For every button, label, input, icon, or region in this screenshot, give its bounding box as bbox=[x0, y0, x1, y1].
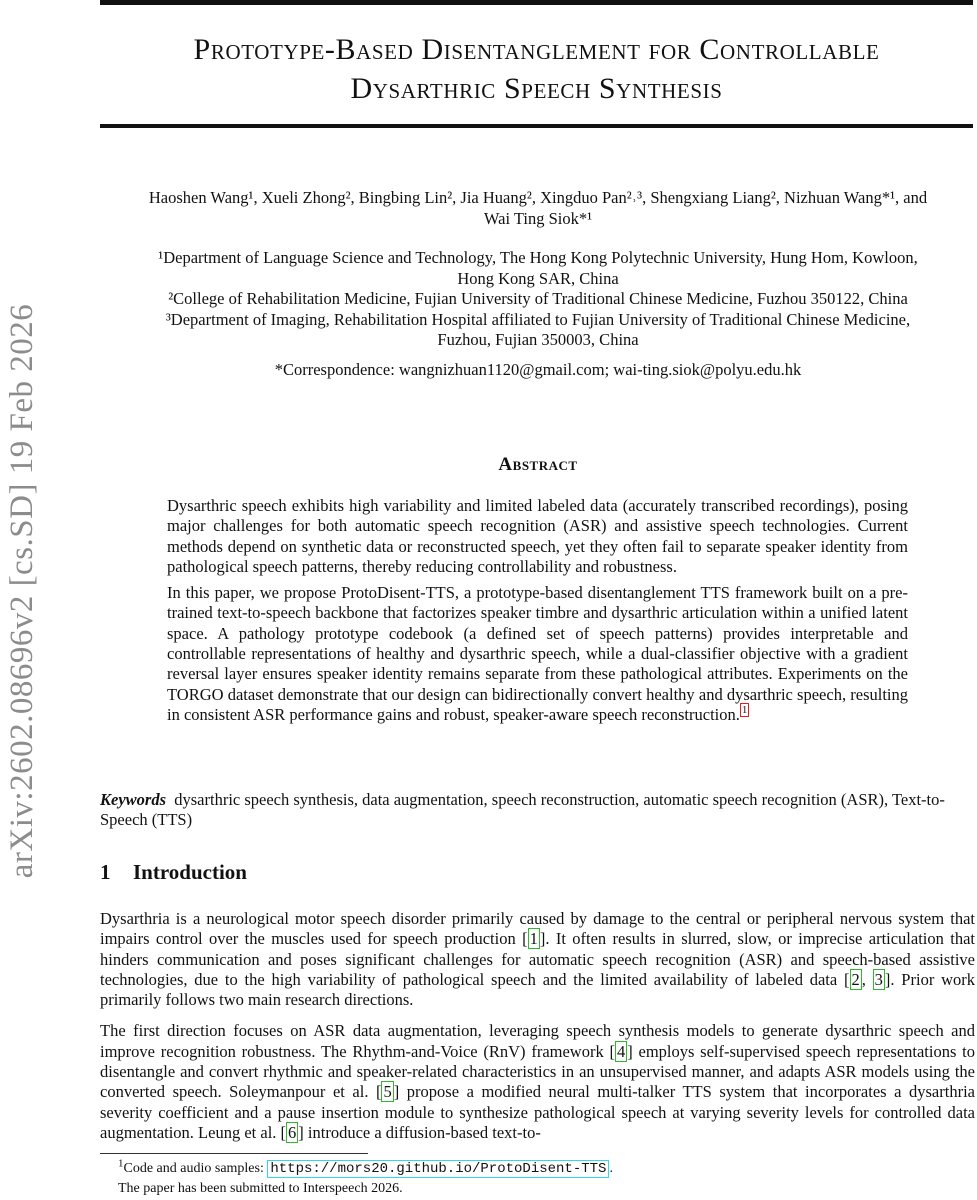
affiliation-1-line-1: ¹Department of Language Science and Technology, The Hong Kong Polytechnic University, Hung Hom, Kowloon, bbox=[158, 248, 918, 267]
intro-p2-text-c: ] propose a modified neural multi-talker TTS system that incorporates a dysarthria severity coefficient and a pause insertion module to synthesize pathological speech at varying severity levels for controlled data augmentation. Leung et al. [ bbox=[100, 1082, 975, 1142]
intro-paragraph-1 bbox=[100, 909, 975, 1010]
section-title: Introduction bbox=[133, 860, 247, 884]
footnote-1 bbox=[118, 1157, 613, 1178]
section-number: 1 bbox=[100, 860, 111, 884]
footnote-1-text: Code and audio samples: bbox=[123, 1161, 268, 1176]
citation-6[interactable]: 6 bbox=[288, 1122, 297, 1142]
author-list bbox=[100, 188, 976, 229]
intro-p1-text-a: Dysarthria is a neurological motor speech disorder primarily caused by damage to the central or peripheral nervous system that impairs control over the muscles used for speech production [ bbox=[100, 909, 975, 949]
abstract-heading: Abstract bbox=[498, 454, 578, 475]
title-top-rule bbox=[100, 0, 973, 5]
correspondence: *Correspondence: wangnizhuan1120@gmail.com; wai-ting.siok@polyu.edu.hk bbox=[274, 360, 802, 379]
title-line-2: Dysarthric Speech Synthesis bbox=[350, 72, 723, 105]
keywords-text: dysarthric speech synthesis, data augmentation, speech reconstruction, automatic speech recognition (ASR), Text-to-Speech (TTS) bbox=[100, 790, 945, 830]
intro-p1-text-c: ]. Prior work primarily follows two main research directions. bbox=[100, 969, 975, 1010]
intro-p1-sep: , bbox=[861, 969, 873, 989]
affiliation-1-line-2: Hong Kong SAR, China bbox=[457, 268, 619, 288]
footnote-1-mark: 1 bbox=[118, 1157, 124, 1170]
affiliation-2: ²College of Rehabilitation Medicine, Fujian University of Traditional Chinese Medicine, Fuzhou 350122, China bbox=[168, 289, 908, 308]
keywords-label: Keywords bbox=[100, 790, 166, 809]
section-heading-introduction bbox=[100, 860, 247, 885]
abstract-paragraph-2-text: In this paper, we propose ProtoDisent-TTS, a prototype-based disentanglement TTS framework built on a pre-trained text-to-speech backbone that factorizes speaker timbre and dysarthric articulation within a unified latent space. A pathology prototype codebook (a defined set of speech patterns) provides interpretable and controllable representations of healthy and dysarthric speech, while a dual-classifier objective with a gradient reversal layer ensures speaker identity remains separate from these pathological attributes. Experiments on the TORGO dataset demonstrate that our design can bidirectionally convert healthy and dysarthric speech, resulting in consistent ASR performance gains and robust, speaker-aware speech reconstruction. bbox=[167, 583, 908, 724]
intro-p1-text-b: ]. It often results in slurred, slow, or imprecise articulation that hinders communication and poses significant challenges for automatic speech recognition (ASR) and speech-based assistive technologies, due to the high variability of pathological speech and the limited availability of labeled data [ bbox=[100, 929, 975, 989]
abstract-paragraph-2 bbox=[167, 583, 908, 725]
intro-p2-text-a: The first direction focuses on ASR data augmentation, leveraging speech synthesis models to generate dysarthric speech and improve recognition robustness. The Rhythm-and-Voice (RnV) framework [ bbox=[100, 1021, 975, 1061]
submission-note: The paper has been submitted to Interspeech 2026. bbox=[118, 1181, 403, 1196]
abstract-paragraph-1: Dysarthric speech exhibits high variability and limited labeled data (accurately transcribed recordings), posing major challenges for both automatic speech recognition (ASR) and assistive speech technologies. Current methods depend on synthetic data or reconstructed speech, yet they often fail to separate speaker identity from pathological speech patterns, thereby reducing controllability and robustness. bbox=[167, 496, 908, 576]
affiliation-3-line-2: Fuzhou, Fujian 350003, China bbox=[437, 330, 639, 349]
citation-1[interactable]: 1 bbox=[529, 929, 538, 949]
citation-4[interactable]: 4 bbox=[616, 1041, 626, 1061]
keywords bbox=[100, 790, 975, 831]
code-url-link[interactable]: https://mors20.github.io/ProtoDisent-TTS bbox=[267, 1160, 609, 1178]
footnote-1-end: . bbox=[609, 1161, 613, 1176]
affiliations bbox=[100, 248, 976, 351]
paper-title bbox=[100, 30, 973, 108]
affiliation-3-line-1: ³Department of Imaging, Rehabilitation Hospital affiliated to Fujian University of Traditional Chinese Medicine, bbox=[165, 309, 911, 329]
footnote-rule bbox=[100, 1153, 368, 1154]
intro-p2-text-d: ] introduce a diffusion-based text-to- bbox=[298, 1122, 541, 1142]
intro-p2-text-b: ] employs self-supervised speech representations to disentangle and convert rhythmic and speaker-related characteristics in an unsupervised manner, and adapts ASR models using the converted speech. Soleymanpour et al. [ bbox=[100, 1041, 975, 1102]
citation-2[interactable]: 2 bbox=[851, 969, 860, 989]
title-bottom-rule bbox=[100, 124, 973, 128]
footnote-link-1[interactable]: 1 bbox=[741, 704, 748, 717]
intro-paragraph-2 bbox=[100, 1021, 975, 1143]
abstract-body bbox=[167, 496, 908, 725]
citation-5[interactable]: 5 bbox=[383, 1082, 392, 1102]
introduction-body bbox=[100, 909, 975, 1143]
arxiv-sidebar-stamp: arXiv:2602.08696v2 [cs.SD] 19 Feb 2026 bbox=[4, 303, 40, 879]
citation-3[interactable]: 3 bbox=[874, 969, 883, 989]
title-line-1: Prototype-Based Disentanglement for Controllable bbox=[193, 33, 880, 66]
author-line-2: Wai Ting Siok*¹ bbox=[483, 208, 593, 228]
author-line-1: Haoshen Wang¹, Xueli Zhong², Bingbing Lin², Jia Huang², Xingduo Pan²˒³, Shengxiang Liang², Nizhuan Wang*¹, and bbox=[148, 188, 928, 207]
